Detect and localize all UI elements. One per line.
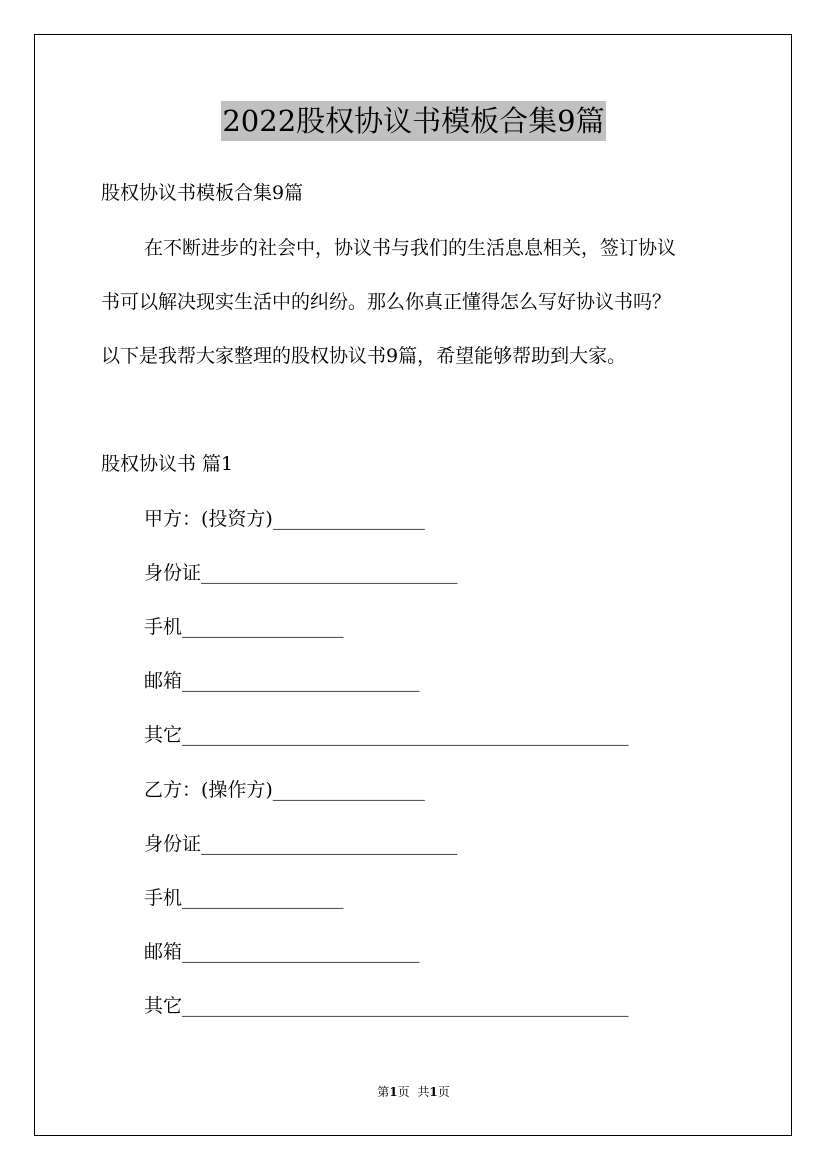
intro-line-1: 在不断进步的社会中，协议书与我们的生活息息相关，签订协议: [144, 237, 677, 259]
footer-page-number: 1: [389, 1085, 398, 1099]
title-wrap: [0, 101, 827, 141]
footer-page-suffix: 页: [397, 1085, 410, 1099]
party-a-label: 甲方：(投资方)________________: [144, 508, 425, 530]
footer-total-number: 1: [429, 1085, 438, 1099]
party-a-id-card: 身份证___________________________: [144, 562, 458, 584]
intro-line-2: 书可以解决现实生活中的纠纷。那么你真正懂得怎么写好协议书吗？: [101, 291, 672, 313]
footer-total-prefix: 共: [417, 1085, 430, 1099]
document-subtitle: 股权协议书模板合集9篇: [101, 182, 304, 204]
party-a-email: 邮箱_________________________: [144, 670, 420, 692]
party-b-email: 邮箱_________________________: [144, 941, 420, 963]
party-b-id-card: 身份证___________________________: [144, 833, 458, 855]
party-b-label: 乙方：(操作方)________________: [144, 779, 425, 801]
party-b-phone: 手机_________________: [144, 887, 344, 909]
intro-line-3: 以下是我帮大家整理的股权协议书9篇，希望能够帮助到大家。: [101, 345, 627, 367]
party-a-other: 其它_______________________________________________: [144, 724, 629, 746]
footer-page-prefix: 第: [377, 1085, 390, 1099]
section-heading: 股权协议书 篇1: [101, 453, 234, 475]
party-b-other: 其它_______________________________________________: [144, 995, 629, 1017]
party-a-phone: 手机_________________: [144, 616, 344, 638]
footer-total-suffix: 页: [437, 1085, 450, 1099]
document-title: 2022股权协议书模板合集9篇: [221, 101, 605, 141]
page-footer: [0, 1084, 827, 1100]
